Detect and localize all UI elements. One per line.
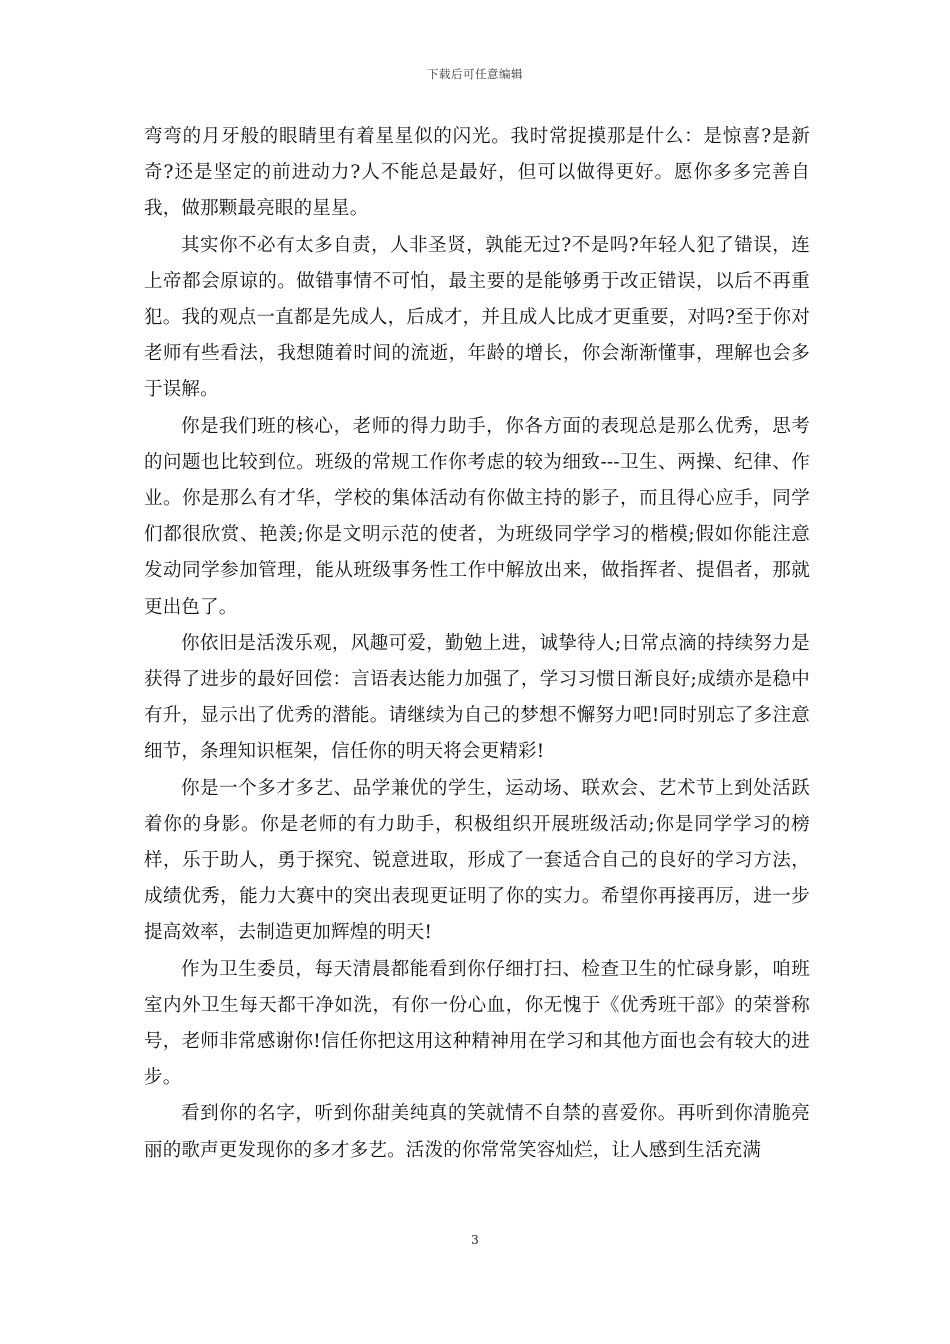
paragraph: 作为卫生委员，每天清晨都能看到你仔细打扫、检查卫生的忙碌身影，咱班室内外卫生每天都干净如洗，有你一份心血，你无愧于《优秀班干部》的荣誉称号，老师非常感谢你!信任你把这用这种精神用在学习和其他方面也会有较大的进步。 bbox=[144, 958, 810, 1089]
paragraph: 弯弯的月牙般的眼睛里有着星星似的闪光。我时常捉摸那是什么：是惊喜?是新奇?还是坚定的前进动力?人不能总是最好，但可以做得更好。愿你多多完善自我，做那颗最亮眼的星星。 bbox=[144, 126, 810, 220]
page-number: 3 bbox=[471, 1233, 479, 1247]
paragraph: 你依旧是活泼乐观，风趣可爱，勤勉上进，诚挚待人;日常点滴的持续努力是获得了进步的最好回偿：言语表达能力加强了，学习习惯日渐良好;成绩亦是稳中有升，显示出了优秀的潜能。请继续为自己的梦想不懈努力吧!同时别忘了多注意细节，条理知识框架，信任你的明天将会更精彩! bbox=[144, 632, 810, 763]
paragraph: 你是我们班的核心，老师的得力助手，你各方面的表现总是那么优秀，思考的问题也比较到位。班级的常规工作你考虑的较为细致---卫生、两操、纪律、作业。你是那么有才华，学校的集体活动有你做主持的影子，而且得心应手，同学们都很欣赏、艳羡;你是文明示范的使者，为班级同学学习的楷模;假如你能注意发动同学参加管理，能从班级事务性工作中解放出来，做指挥者、提倡者，那就更出色了。 bbox=[144, 415, 810, 618]
paragraph: 你是一个多才多艺、品学兼优的学生，运动场、联欢会、艺术节上到处活跃着你的身影。你是老师的有力助手，积极组织开展班级活动;你是同学学习的榜样，乐于助人，勇于探究、锐意进取，形成了一套适合自己的良好的学习方法，成绩优秀，能力大赛中的突出表现更证明了你的实力。希望你再接再厉，进一步提高效率，去制造更加辉煌的明天! bbox=[144, 777, 810, 944]
page-header: 下载后可任意编辑 bbox=[427, 67, 523, 81]
document-body bbox=[144, 119, 810, 1169]
paragraph: 看到你的名字，听到你甜美纯真的笑就情不自禁的喜爱你。再听到你清脆亮丽的歌声更发现你的多才多艺。活泼的你常常笑容灿烂，让人感到生活充满 bbox=[144, 1103, 810, 1161]
paragraph: 其实你不必有太多自责，人非圣贤，孰能无过?不是吗?年轻人犯了错误，连上帝都会原谅的。做错事情不可怕，最主要的是能够勇于改正错误，以后不再重犯。我的观点一直都是先成人，后成才，并且成人比成才更重要，对吗?至于你对老师有些看法，我想随着时间的流逝，年龄的增长，你会渐渐懂事，理解也会多于误解。 bbox=[144, 234, 810, 401]
